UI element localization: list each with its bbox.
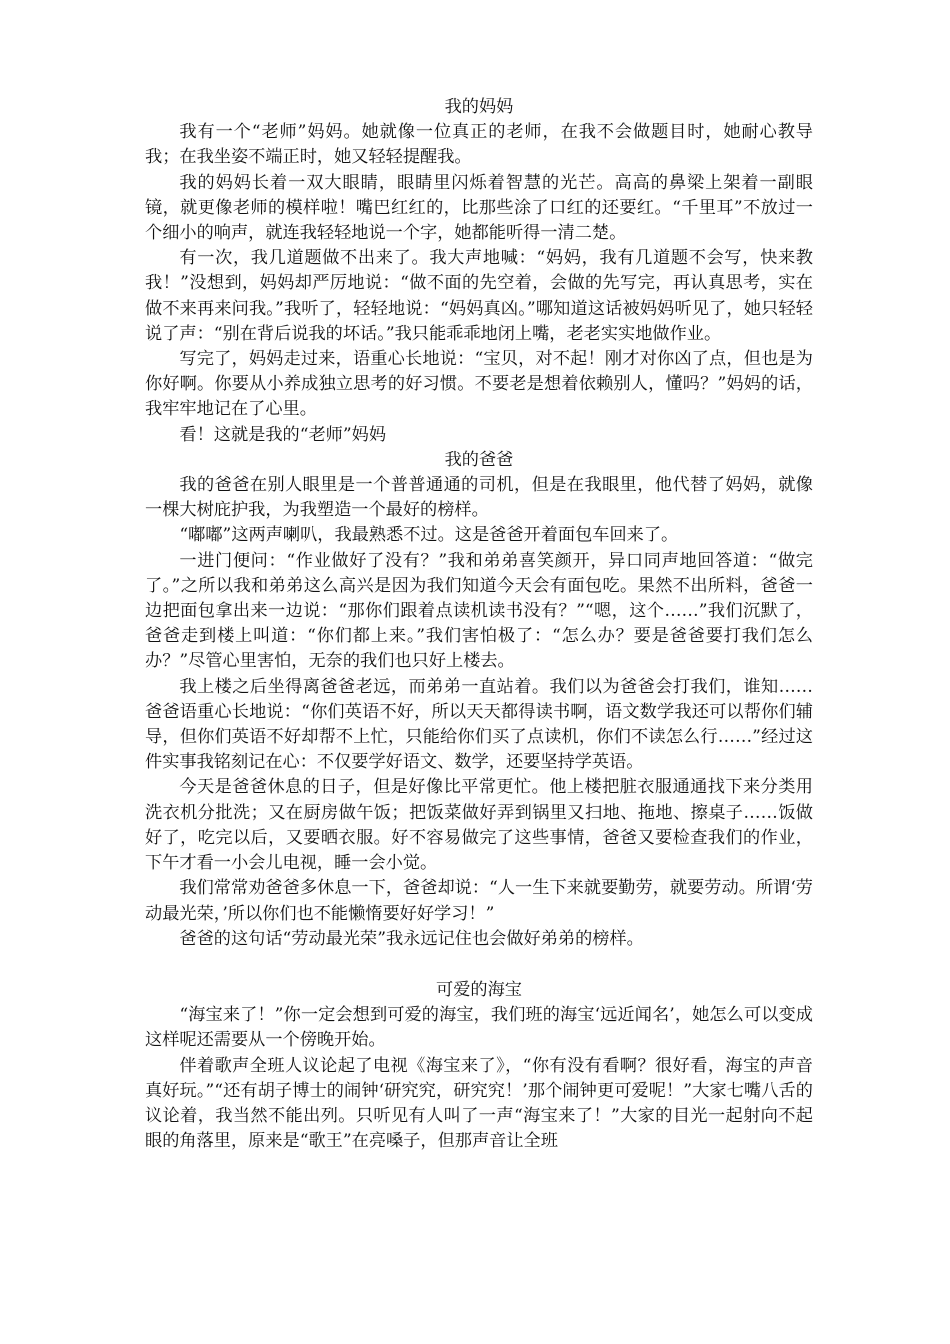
essay-my-father (145, 448, 813, 952)
paragraph: 爸爸的这句话“劳动最光荣”我永远记住也会做好弟弟的榜样。 (179, 928, 644, 949)
essay-title: 我的爸爸 (444, 449, 514, 470)
paragraph: “海宝来了！”你一定会想到可爱的海宝，我们班的海宝‘远近闻名’，她怎么可以变成这样呢还需要从一个傍晚开始。 (145, 1005, 813, 1051)
paragraph: 我上楼之后坐得离爸爸老远，而弟弟一直站着。我们以为爸爸会打我们，谁知……爸爸语重心长地说：“你们英语不好，所以天天都得读书啊，语文数学我还可以帮你们辅导，但你们英语不好却帮不上忙，只能给你们买了点读机，你们不读怎么行……”经过这件实事我铭刻记在心：不仅要学好语文、数学，还要坚持学英语。 (145, 676, 813, 773)
paragraph: 今天是爸爸休息的日子，但是好像比平常更忙。他上楼把脏衣服通通找下来分类用洗衣机分批洗；又在厨房做午饭；把饭菜做好弄到锅里又扫地、拖地、擦桌子……饭做好了，吃完以后，又要晒衣服。好不容易做完了这些事情，爸爸又要检查我们的作业，下午才看一小会儿电视，睡一会小觉。 (145, 777, 813, 874)
essay-cute-haibao (145, 978, 813, 1154)
paragraph: 一进门便问：“作业做好了没有？”我和弟弟喜笑颜开，异口同声地回答道：“做完了。”之所以我和弟弟这么高兴是因为我们知道今天会有面包吃。果然不出所料，爸爸一边把面包拿出来一边说：“那你们跟着点读机读书没有？”“嗯，这个……”我们沉默了，爸爸走到楼上叫道：“你们都上来。”我们害怕极了：“怎么办？要是爸爸要打我们怎么办？”尽管心里害怕，无奈的我们也只好上楼去。 (145, 550, 813, 672)
paragraph: 伴着歌声全班人议论起了电视《海宝来了》，“你有没有看啊？很好看，海宝的声音真好玩。”“还有胡子博士的闹钟‘研究究，研究究！’那个闹钟更可爱呢！”大家七嘴八舌的议论着，我当然不能出列。只听见有人叫了一声“海宝来了！”大家的目光一起射向不起眼的角落里，原来是“歌王”在亮嗓子，但那声音让全班 (145, 1055, 813, 1152)
essay-title: 可爱的海宝 (436, 979, 522, 1000)
paragraph: 我有一个“老师”妈妈。她就像一位真正的老师，在我不会做题目时，她耐心教导我；在我坐姿不端正时，她又轻轻提醒我。 (145, 122, 813, 168)
paragraph: 有一次，我几道题做不出来了。我大声地喊：“妈妈，我有几道题不会写，快来教我！”没想到，妈妈却严厉地说：“做不面的先空着，会做的先写完，再认真思考，实在做不来再来问我。”我听了，轻轻地说：“妈妈真凶。”哪知道这话被妈妈听见了，她只轻轻说了声：“别在背后说我的坏话。”我只能乖乖地闭上嘴，老老实实地做作业。 (145, 248, 813, 344)
paragraph: 写完了，妈妈走过来，语重心长地说：“宝贝，对不起！刚才对你凶了点，但也是为你好啊。你要从小养成独立思考的好习惯。不要老是想着依赖别人，懂吗？”妈妈的话，我牢牢地记在了心里。 (145, 349, 813, 420)
paragraph: “嘟嘟”这两声喇叭，我最熟悉不过。这是爸爸开着面包车回来了。 (179, 525, 679, 546)
paragraph: 我的妈妈长着一双大眼睛，眼睛里闪烁着智慧的光芒。高高的鼻梁上架着一副眼镜，就更像老师的模样啦！嘴巴红红的，比那些涂了口红的还要红。“千里耳”不放过一个细小的响声，就连我轻轻地说一个字，她都能听得一清二楚。 (145, 172, 813, 244)
paragraph: 我的爸爸在别人眼里是一个普普通通的司机，但是在我眼里，他代替了妈妈，就像一棵大树庇护我，为我塑造一个最好的榜样。 (145, 475, 813, 521)
essay-title: 我的妈妈 (444, 97, 514, 117)
document-page (145, 95, 813, 1154)
section-spacer (145, 952, 813, 978)
essay-my-mother (145, 95, 813, 448)
paragraph: 看！这就是我的“老师”妈妈 (179, 424, 387, 445)
paragraph: 我们常常劝爸爸多休息一下，爸爸却说：“人一生下来就要勤劳，就要劳动。所谓‘劳动最光荣，’所以你们也不能懒惰要好好学习！” (145, 878, 813, 924)
